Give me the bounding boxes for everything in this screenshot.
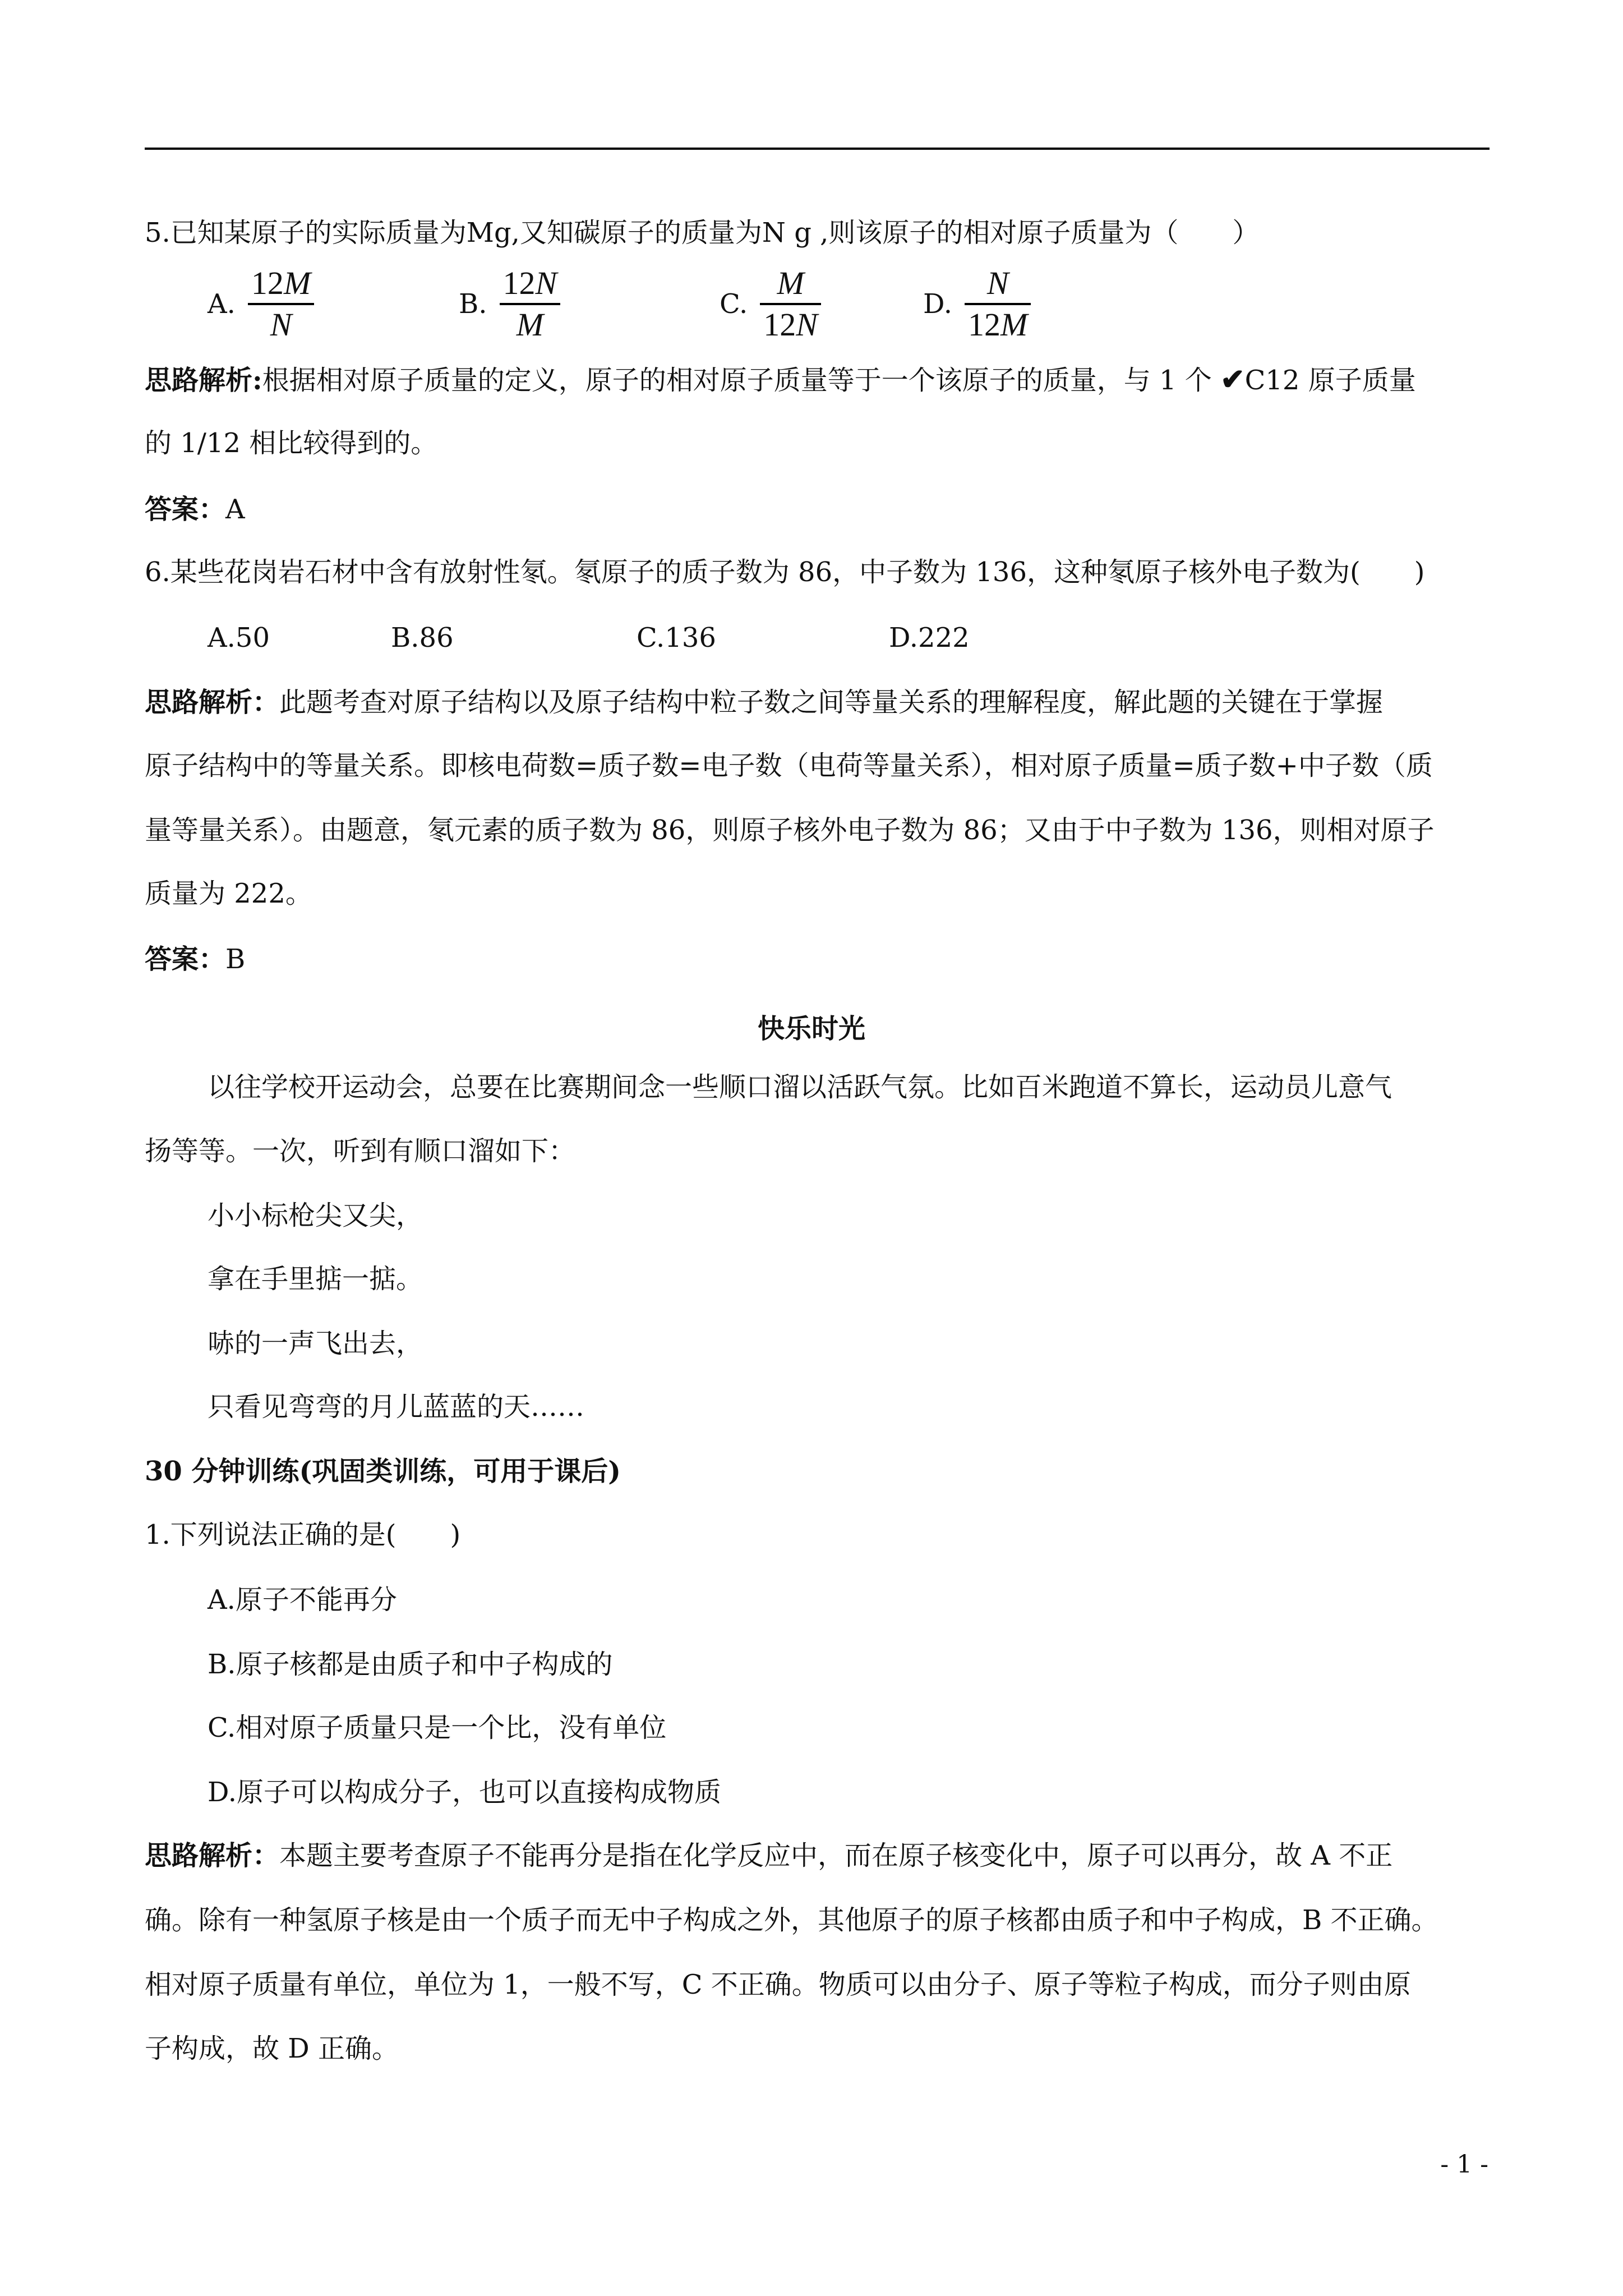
q5-option-b	[459, 264, 560, 344]
s1-analysis-line-2: 确。除有一种氢原子核是由一个质子而无中子构成之外，其他原子的原子核都由质子和中子构成，B 不正确。	[145, 1904, 1438, 1936]
poem-line-4: 只看见弯弯的月儿蓝蓝的天……	[208, 1391, 585, 1423]
q5-option-a-denominator: N	[270, 306, 292, 343]
s1-option-b: B.原子核都是由质子和中子构成的	[208, 1649, 613, 1680]
q5-analysis-text-pre: 根据相对原子质量的定义，原子的相对原子质量等于一个该原子的质量，与 1 个	[262, 365, 1221, 396]
q6-analysis-text: 此题考查对原子结构以及原子结构中粒子数之间等量关系的理解程度，解此题的关键在于掌握	[279, 687, 1384, 718]
q5-analysis-line-1	[145, 363, 1416, 397]
q5-stem: 5.已知某原子的实际质量为Mg,又知碳原子的质量为N g ,则该原子的相对原子质量为（ ）	[145, 217, 1260, 249]
s1-analysis-line-1	[145, 1839, 1393, 1872]
q5-option-d	[923, 264, 1031, 344]
q5-analysis-line-2: 的 1/12 相比较得到的。	[145, 427, 438, 459]
q6-answer-label: 答案：	[145, 944, 226, 975]
q5-option-d-numerator: N	[986, 265, 1009, 301]
q5-answer-label: 答案：	[145, 494, 226, 525]
q5-option-d-label: D.	[923, 288, 953, 320]
q5-option-b-label: B.	[459, 288, 487, 320]
q5-option-c-numerator: M	[777, 265, 804, 301]
q5-analysis-text-post: C12 原子质量	[1244, 365, 1416, 396]
s1-option-d: D.原子可以构成分子，也可以直接构成物质	[208, 1777, 722, 1808]
s1-option-c: C.相对原子质量只是一个比，没有单位	[208, 1712, 667, 1743]
q5-option-a-label: A.	[208, 288, 236, 320]
poem-line-1: 小小标枪尖又尖，	[208, 1200, 423, 1231]
header-rule	[145, 148, 1490, 150]
q6-analysis-label: 思路解析：	[145, 687, 280, 718]
q6-analysis-line-4: 质量为 222。	[145, 878, 312, 909]
q6-answer	[145, 942, 245, 976]
q6-analysis-line-3: 量等量关系）。由题意，氡元素的质子数为 86，则原子核外电子数为 86；又由于中子数为 136，则相对原子	[145, 815, 1435, 846]
q5-option-c-denominator: 12N	[763, 306, 818, 343]
q5-option-c	[720, 264, 821, 344]
s1-analysis-line-3: 相对原子质量有单位，单位为 1，一般不写，C 不正确。物质可以由分子、原子等粒子构成，而分子则由原	[145, 1969, 1411, 2000]
q6-option-a: A.50	[208, 622, 270, 654]
q6-analysis-line-2: 原子结构中的等量关系。即核电荷数=质子数=电子数（电荷等量关系），相对原子质量=质子数+中子数（质	[145, 750, 1433, 781]
s1-option-a: A.原子不能再分	[208, 1584, 397, 1616]
q5-option-d-denominator: 12M	[968, 306, 1028, 343]
s1-analysis-line-4: 子构成，故 D 正确。	[145, 2033, 399, 2064]
q6-option-b: B.86	[391, 622, 454, 654]
q5-option-b-denominator: M	[516, 306, 544, 343]
q5-option-c-label: C.	[720, 288, 748, 320]
s1-analysis-text: 本题主要考查原子不能再分是指在化学反应中，而在原子核变化中，原子可以再分，故 A 不正	[279, 1840, 1393, 1871]
q6-option-c: C.136	[637, 622, 716, 654]
q6-answer-value: B	[225, 944, 246, 975]
s1-analysis-label: 思路解析：	[145, 1840, 280, 1871]
q6-option-d: D.222	[889, 622, 970, 654]
happy-paragraph-line-1: 以往学校开运动会，总要在比赛期间念一些顺口溜以活跃气氛。比如百米跑道不算长，运动员儿意气	[208, 1071, 1393, 1103]
happy-paragraph-line-2: 扬等等。一次，听到有顺口溜如下：	[145, 1135, 576, 1167]
q5-option-a-numerator: 12M	[251, 265, 311, 301]
page-number: - 1 -	[1440, 2150, 1488, 2179]
q5-answer-value: A	[225, 494, 245, 525]
q6-analysis-line-1	[145, 685, 1383, 719]
poem-line-2: 拿在手里掂一掂。	[208, 1263, 423, 1295]
checkmark-icon: ✔	[1220, 362, 1245, 397]
poem-line-3: 哧的一声飞出去，	[208, 1328, 423, 1359]
q5-option-a	[208, 264, 314, 344]
q5-option-b-numerator: 12N	[502, 265, 557, 301]
section-title: 30 分钟训练(巩固类训练，可用于课后)	[145, 1456, 621, 1487]
q5-answer	[145, 493, 245, 526]
s1-stem: 1.下列说法正确的是( )	[145, 1519, 461, 1550]
happy-time-title: 快乐时光	[757, 1013, 865, 1045]
q6-stem: 6.某些花岗岩石材中含有放射性氡。氡原子的质子数为 86，中子数为 136，这种氡原子核外电子数为( )	[145, 556, 1425, 588]
q5-analysis-label: 思路解析:	[145, 365, 262, 396]
